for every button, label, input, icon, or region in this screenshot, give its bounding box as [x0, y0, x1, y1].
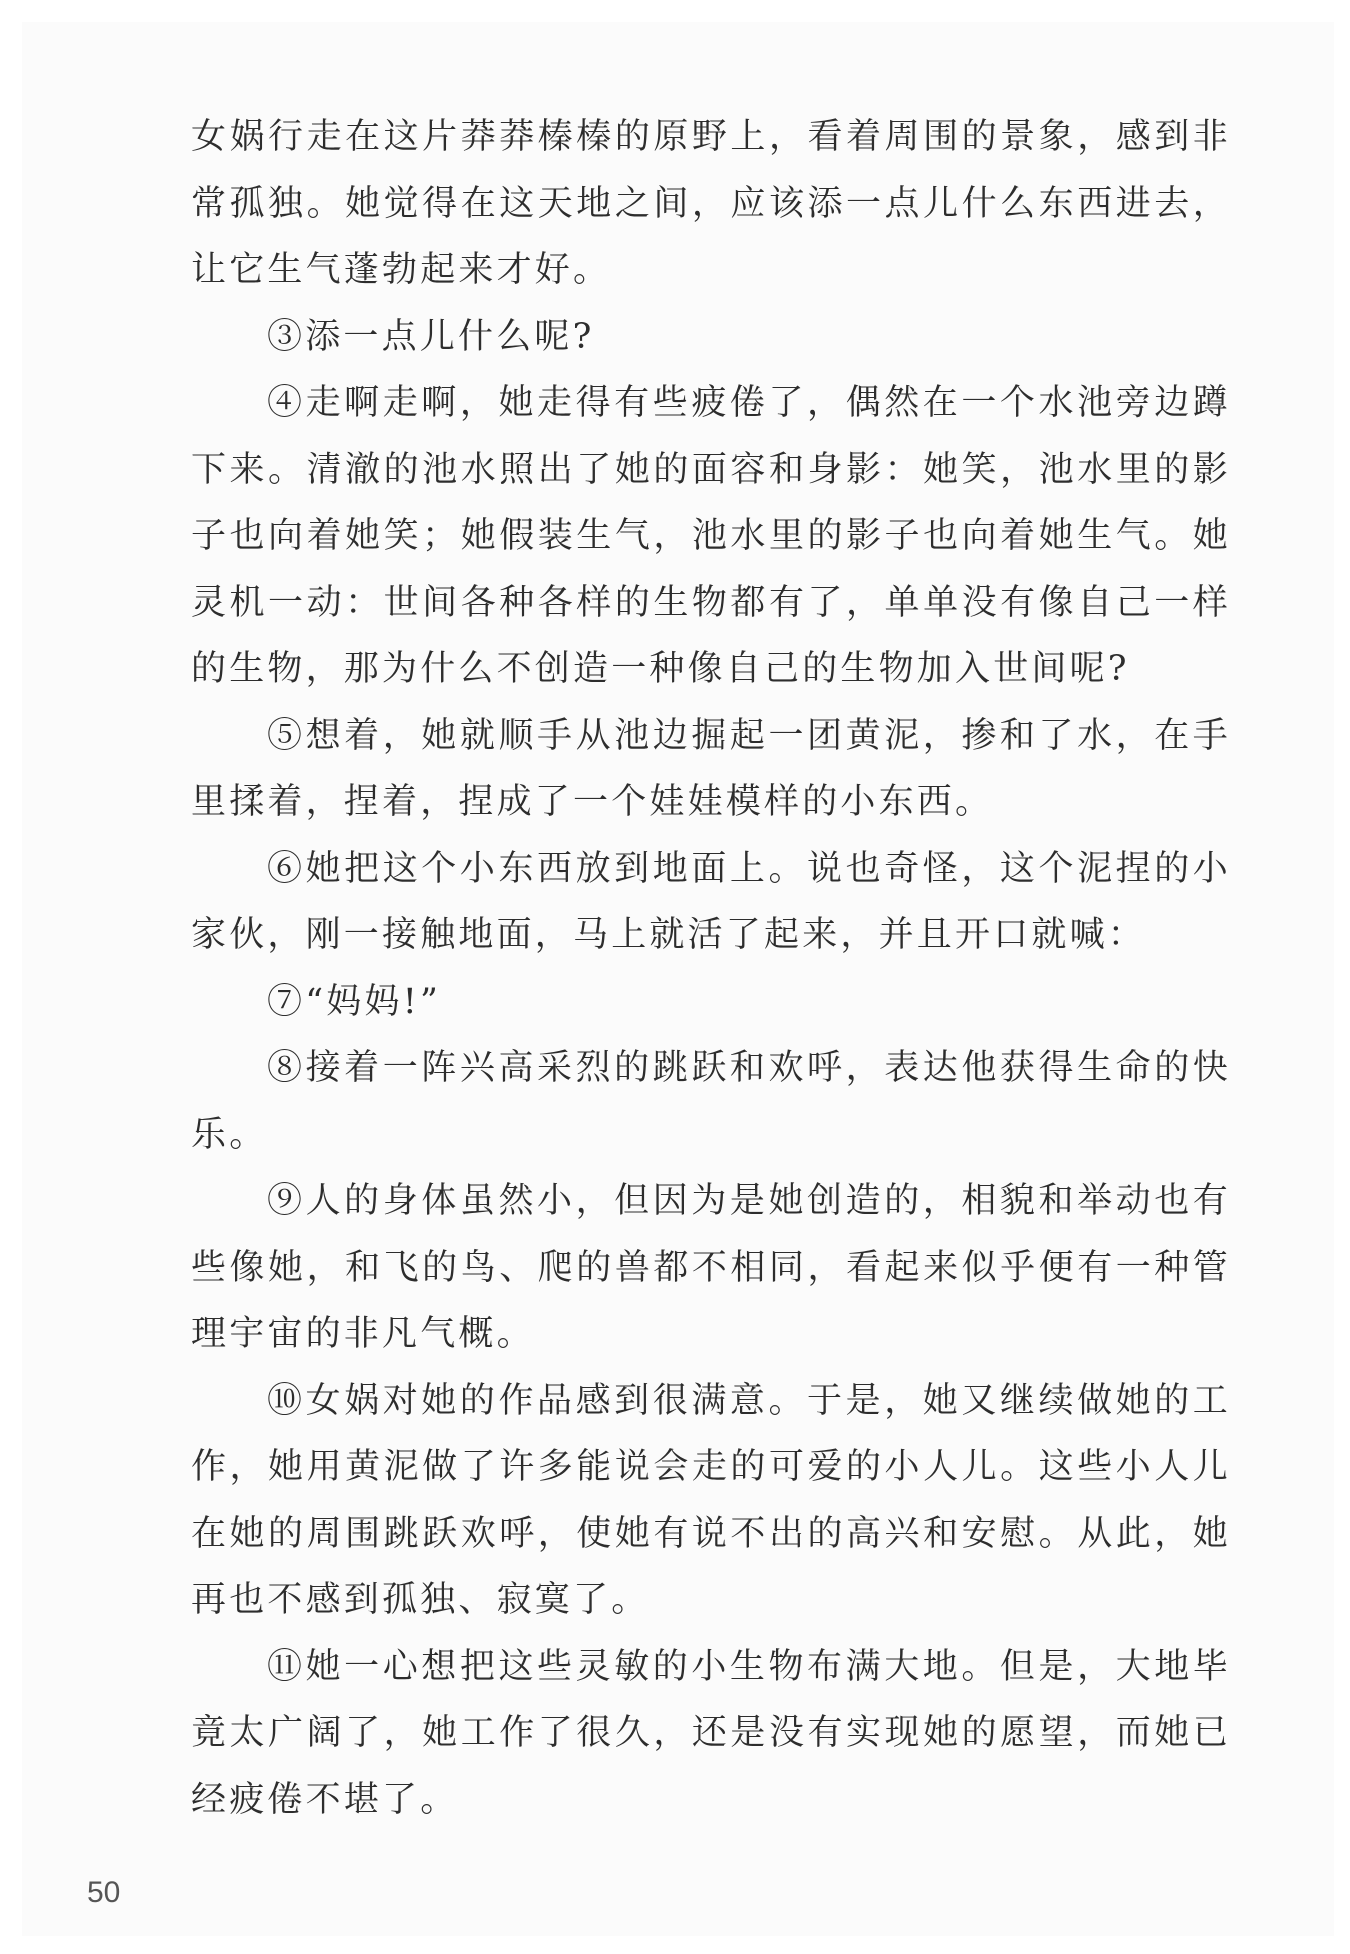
paragraph-10: ⑩女娲对她的作品感到很满意。于是，她又继续做她的工作，她用黄泥做了许多能说会走的可爱的小人儿。这些小人儿在她的周围跳跃欢呼，使她有说不出的高兴和安慰。从此，她再也不感到孤独、寂寞了。 — [191, 1380, 1231, 1620]
paragraph-11: ⑪她一心想把这些灵敏的小生物布满大地。但是，大地毕竟太广阔了，她工作了很久，还是没有实现她的愿望，而她已经疲倦不堪了。 — [191, 1646, 1231, 1820]
page-number: 50 — [87, 1876, 121, 1909]
paragraph-6: ⑥她把这个小东西放到地面上。说也奇怪，这个泥捏的小家伙，刚一接触地面，马上就活了起来，并且开口就喊： — [191, 848, 1231, 955]
paragraph-8: ⑧接着一阵兴高采烈的跳跃和欢呼，表达他获得生命的快乐。 — [191, 1048, 1231, 1155]
paragraph-4: ④走啊走啊，她走得有些疲倦了，偶然在一个水池旁边蹲下来。清澈的池水照出了她的面容和身影：她笑，池水里的影子也向着她笑；她假装生气，池水里的影子也向着她生气。她灵机一动：世间各种各样的生物都有了，单单没有像自己一样的生物，那为什么不创造一种像自己的生物加入世间呢? — [191, 383, 1231, 689]
paragraph-2: 女娲行走在这片莽莽榛榛的原野上，看着周围的景象，感到非常孤独。她觉得在这天地之间，应该添一点儿什么东西进去，让它生气蓬勃起来才好。 — [191, 117, 1231, 290]
paragraph-9: ⑨人的身体虽然小，但因为是她创造的，相貌和举动也有些像她，和飞的鸟、爬的兽都不相同，看起来似乎便有一种管理宇宙的非凡气概。 — [191, 1181, 1231, 1354]
paragraph-5: ⑤想着，她就顺手从池边掘起一团黄泥，掺和了水，在手里揉着，捏着，捏成了一个娃娃模样的小东西。 — [191, 715, 1231, 822]
paragraph-3: ③添一点儿什么呢? — [267, 316, 595, 357]
story-text — [191, 104, 1231, 1833]
paragraph-7: ⑦“妈妈!” — [267, 981, 442, 1022]
